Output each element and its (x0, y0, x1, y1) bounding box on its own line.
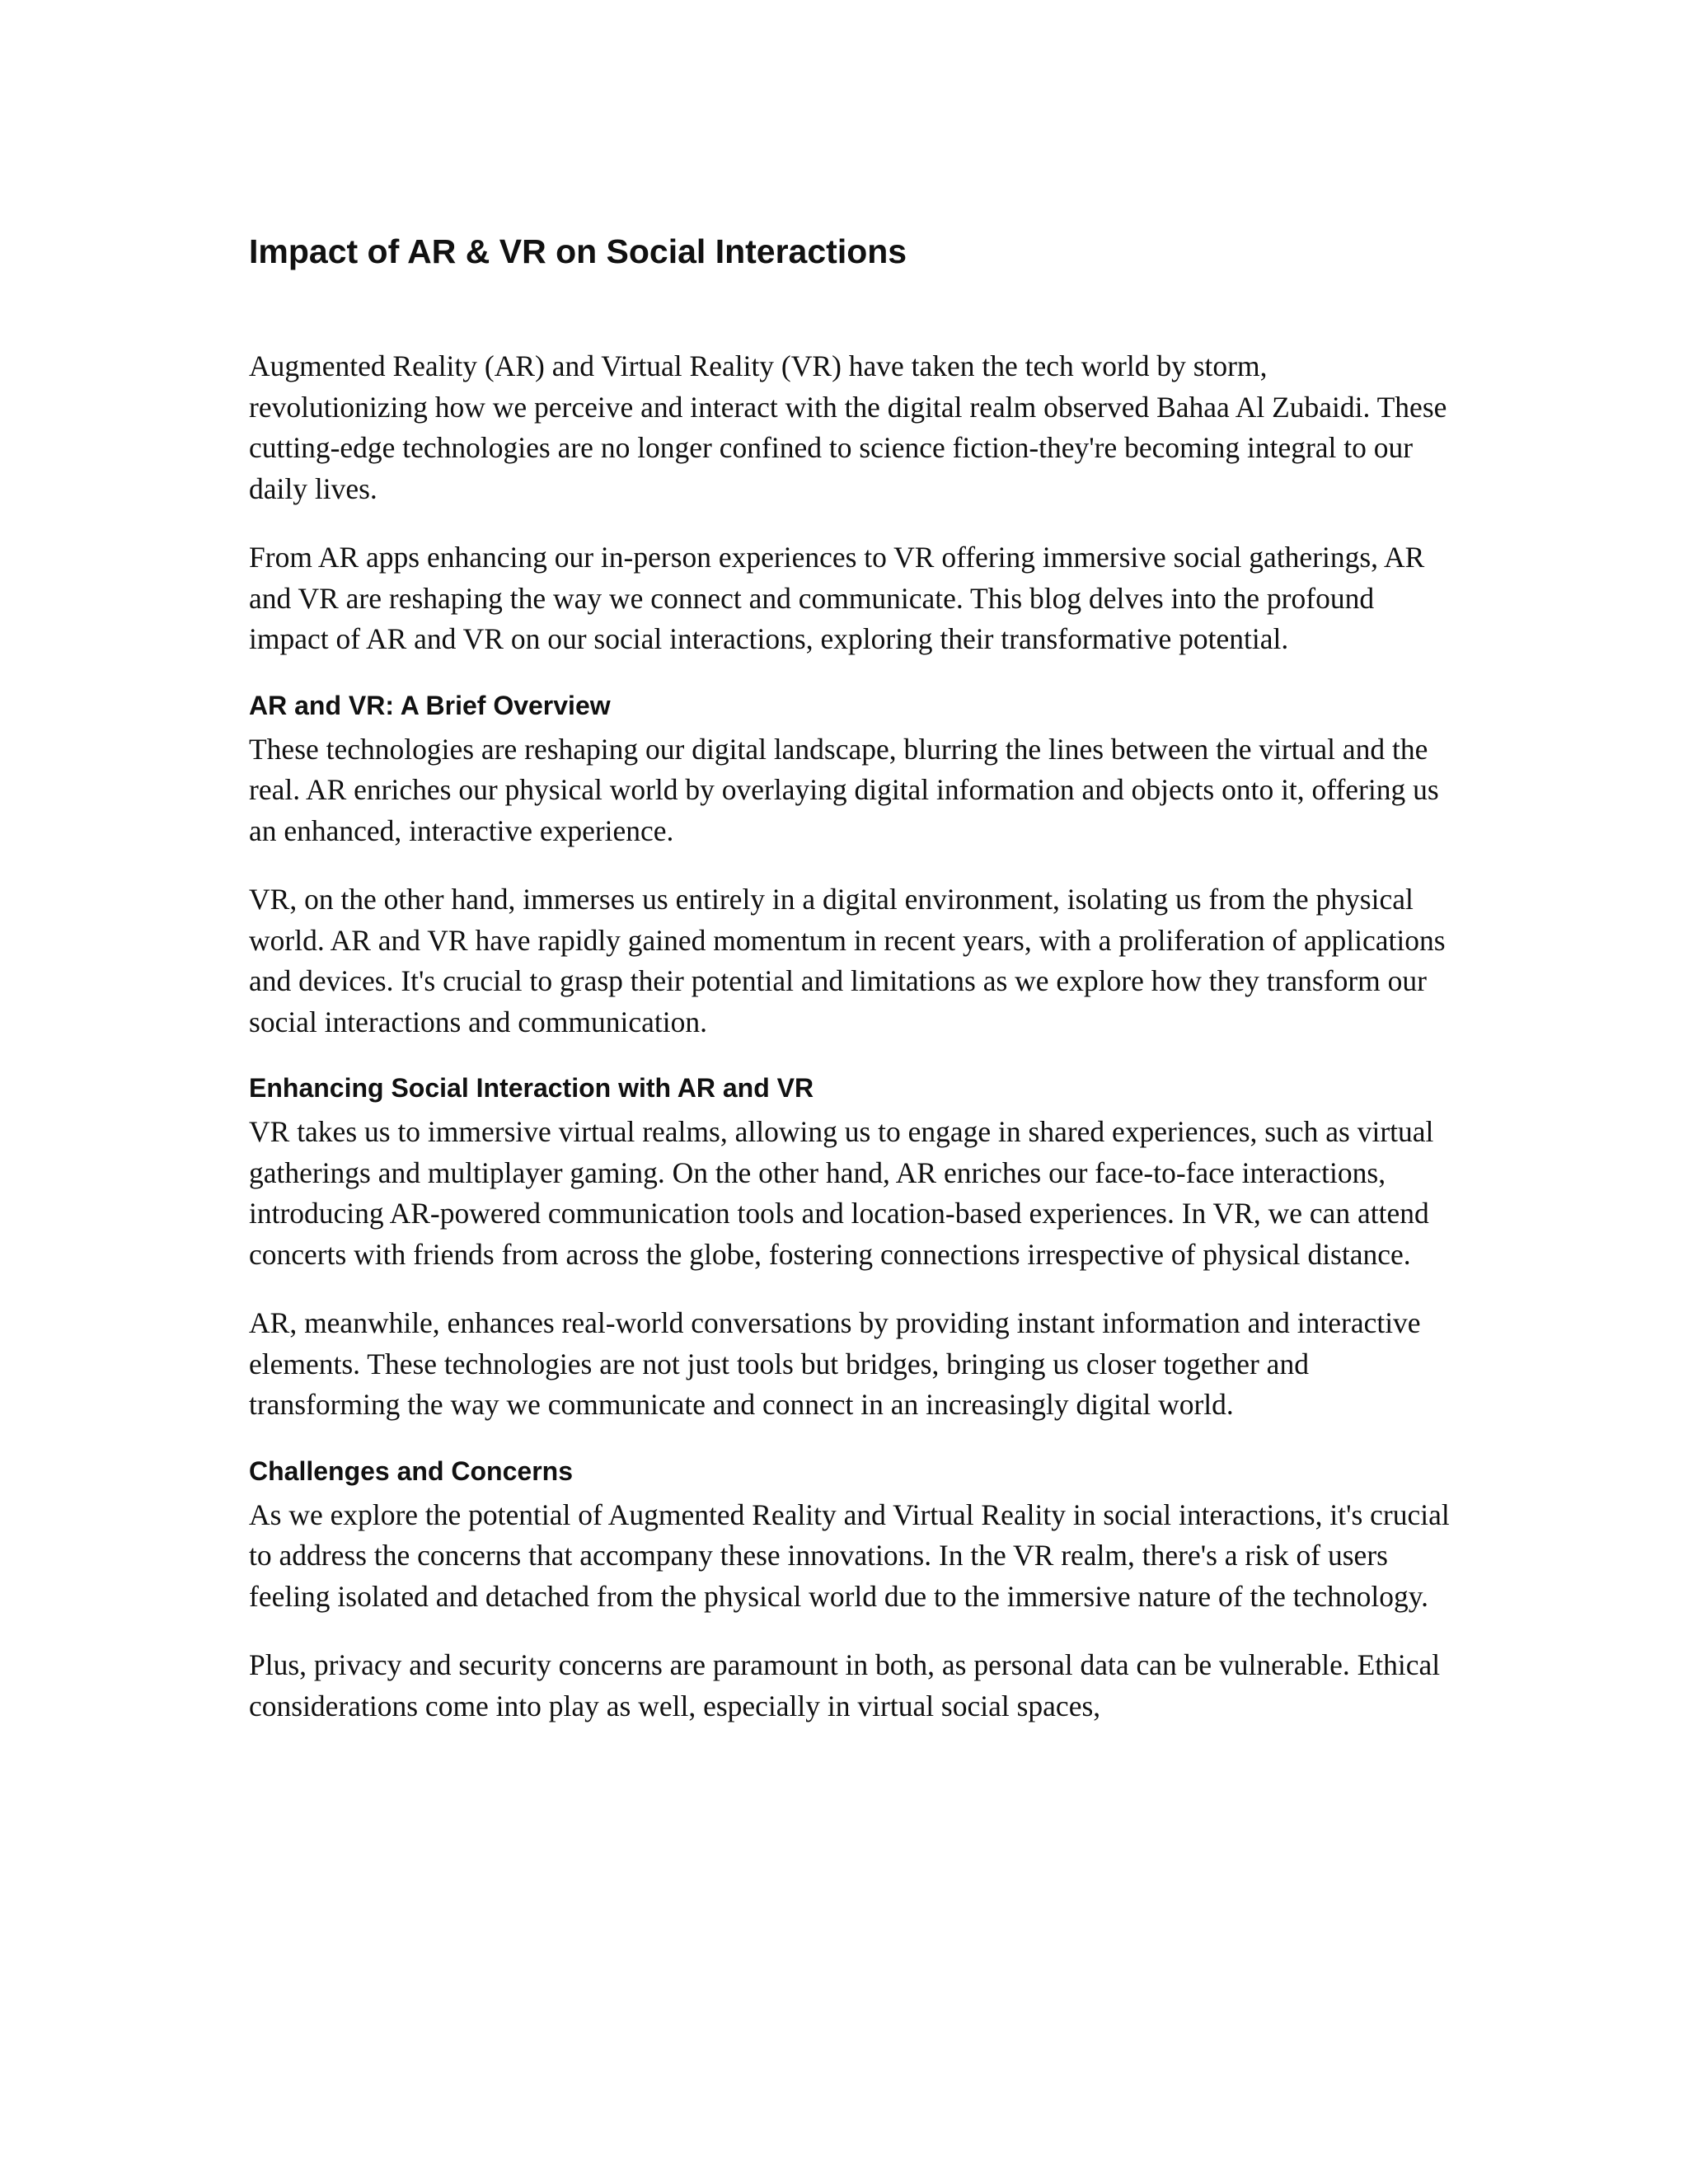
document-body (249, 231, 1452, 1755)
intro-paragraph: Augmented Reality (AR) and Virtual Reality (VR) have taken the tech world by storm, revolutionizing how we perceive and interact with the digital realm observed Bahaa Al Zubaidi. These cutting-edge technologies are no longer confined to science fiction-they're becoming integral to our daily lives. (249, 349, 1447, 505)
section-heading: Challenges and Concerns (249, 1455, 573, 1486)
section-paragraph: AR, meanwhile, enhances real-world conversations by providing instant information and interactive elements. These technologies are not just tools but bridges, bringing us closer together and transforming the way we communicate and connect in an increasingly digital world. (249, 1306, 1421, 1421)
section-paragraph: VR, on the other hand, immerses us entirely in a digital environment, isolating us from the physical world. AR and VR have rapidly gained momentum in recent years, with a proliferation of applications and devices. It's crucial to grasp their potential and limitations as we explore how they transform our social interactions and communication. (249, 883, 1446, 1038)
section-overview (249, 688, 1452, 1043)
section-heading: Enhancing Social Interaction with AR and VR (249, 1073, 814, 1103)
section-paragraph: As we explore the potential of Augmented Reality and Virtual Reality in social interactions, it's crucial to address the concerns that accompany these innovations. In the VR realm, there's a risk of users feeling isolated and detached from the physical world due to the immersive nature of the technology. (249, 1497, 1450, 1613)
section-heading: AR and VR: A Brief Overview (249, 690, 611, 720)
section-paragraph: Plus, privacy and security concerns are paramount in both, as personal data can be vulnerable. Ethical considerations come into play as well, especially in virtual social spaces, (249, 1648, 1441, 1722)
section-paragraph: These technologies are reshaping our digital landscape, blurring the lines between the virtual and the real. AR enriches our physical world by overlaying digital information and objects onto it, offering us an enhanced, interactive experience. (249, 732, 1439, 847)
document-title: Impact of AR & VR on Social Interactions (249, 232, 907, 270)
section-enhancing-social-interaction (249, 1071, 1452, 1426)
section-paragraph: VR takes us to immersive virtual realms, allowing us to engage in shared experiences, such as virtual gatherings and multiplayer gaming. On the other hand, AR enriches our face-to-face interactions, introducing AR-powered communication tools and location-based experiences. In VR, we can attend concerts with friends from across the globe, fostering connections irrespective of physical distance. (249, 1115, 1434, 1271)
intro-paragraph: From AR apps enhancing our in-person experiences to VR offering immersive social gatherings, AR and VR are reshaping the way we connect and communicate. This blog delves into the profound impact of AR and VR on our social interactions, exploring their transformative potential. (249, 541, 1425, 655)
section-challenges-and-concerns (249, 1454, 1452, 1727)
